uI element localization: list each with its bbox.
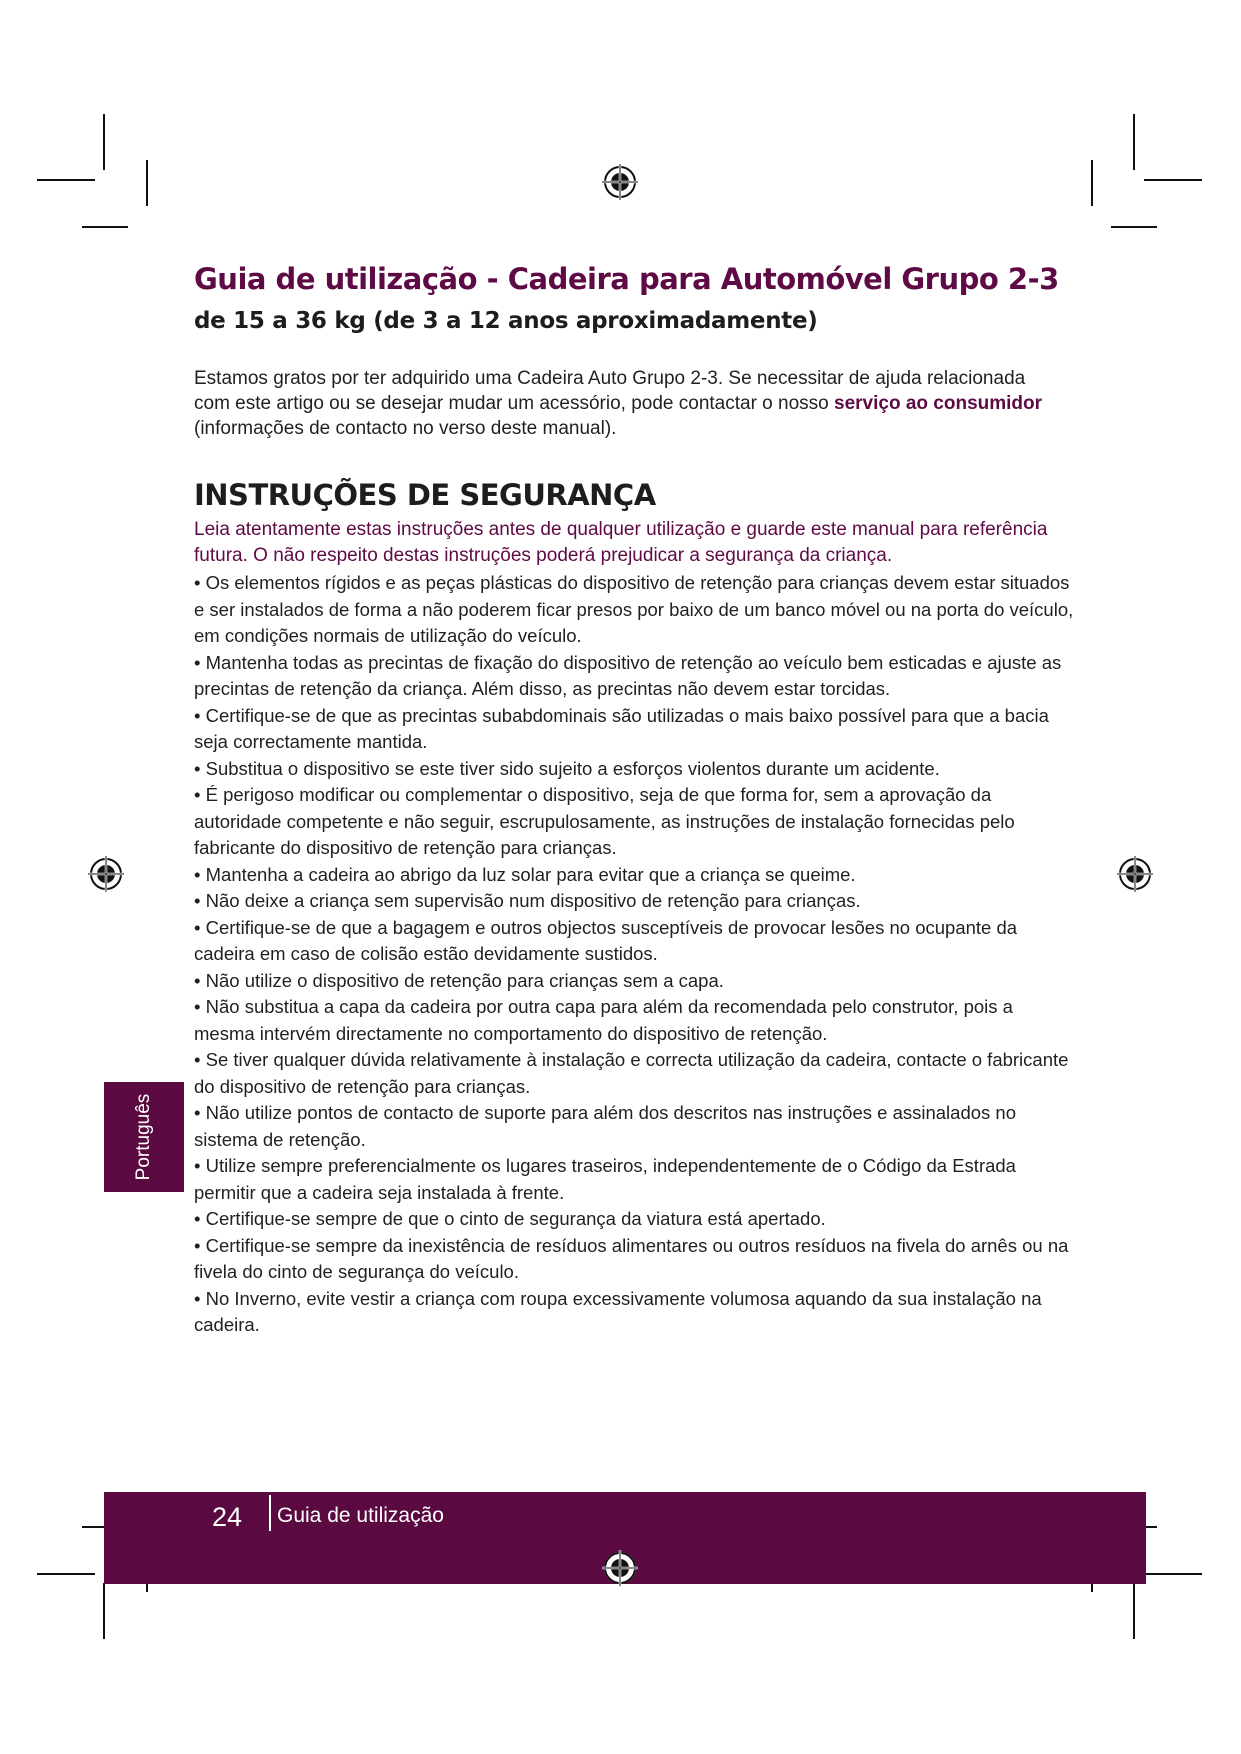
crop-mark (1111, 226, 1157, 228)
intro-text-end: (informações de contacto no verso deste manual). (194, 418, 617, 439)
list-item: • Mantenha todas as precintas de fixação do dispositivo de retenção ao veículo bem esticadas e ajuste as precintas de retenção da criança. Além disso, as precintas não devem estar torcidas. (194, 651, 1062, 699)
registration-mark-icon (1115, 854, 1155, 894)
crop-mark (1091, 160, 1093, 206)
intro-paragraph (194, 366, 1054, 441)
safety-warning: Leia atentamente estas instruções antes de qualquer utilização e guarde este manual para referência futura. O não respeito destas instruções poderá prejudicar a segurança da criança. (194, 519, 1048, 566)
registration-mark-icon (600, 1548, 640, 1588)
list-item: • Os elementos rígidos e as peças plásticas do dispositivo de retenção para crianças devem estar situados e ser instalados de forma a não poderem ficar presos por baixo de um banco móvel ou na porta do veículo, em condições normais de utilização do veículo. (194, 572, 1074, 646)
crop-mark (146, 160, 148, 206)
list-item: • É perigoso modificar ou complementar o dispositivo, seja de que forma for, sem a aprovação da autoridade competente e não seguir, escrupulosamente, as instruções de instalação fornecidas pelo fabricante do dispositivo de retenção para crianças. (194, 784, 1015, 858)
list-item: • Certifique-se sempre da inexistência de resíduos alimentares ou outros resíduos na fivela do arnês ou na fivela do cinto de segurança do veículo. (194, 1234, 1069, 1282)
crop-mark (1133, 114, 1135, 170)
list-item: • Certifique-se de que as precintas subabdominais são utilizadas o mais baixo possível para que a bacia seja correctamente mantida. (194, 704, 1049, 752)
list-item: • Não substitua a capa da cadeira por outra capa para além da recomendada pelo construtor, pois a mesma intervém directamente no comportamento do dispositivo de retenção. (194, 996, 1013, 1044)
language-tab (104, 1082, 184, 1192)
crop-mark (37, 1573, 95, 1575)
crop-mark (103, 1583, 105, 1639)
list-item: • Não utilize o dispositivo de retenção para crianças sem a capa. (194, 969, 724, 991)
list-item: • Certifique-se de que a bagagem e outros objectos susceptíveis de provocar lesões no ocupante da cadeira em caso de colisão estão devidamente sustidos. (194, 916, 1018, 964)
page-number: 24 (212, 1502, 243, 1532)
footer-divider (269, 1495, 271, 1531)
intro-text: Estamos gratos por ter adquirido uma Cadeira Auto Grupo 2-3. Se necessitar de ajuda relacionada com este artigo ou se desejar mudar um acessório, pode contactar o nosso (194, 368, 1026, 414)
crop-mark (103, 114, 105, 170)
list-item: • Substitua o dispositivo se este tiver sido sujeito a esforços violentos durante um acidente. (194, 757, 940, 779)
list-item: • No Inverno, evite vestir a criança com roupa excessivamente volumosa aquando da sua instalação na cadeira. (194, 1287, 1042, 1335)
language-tab-label: Português (133, 1093, 154, 1181)
safety-instructions-list (194, 570, 1074, 1339)
page-title: Guia de utilização - Cadeira para Automóvel Grupo 2-3 (194, 262, 1059, 296)
customer-service-highlight: serviço ao consumidor (834, 393, 1043, 414)
list-item: • Mantenha a cadeira ao abrigo da luz solar para evitar que a criança se queime. (194, 863, 856, 885)
registration-mark-icon (86, 854, 126, 894)
crop-mark (1133, 1583, 1135, 1639)
list-item: • Não deixe a criança sem supervisão num dispositivo de retenção para crianças. (194, 890, 861, 911)
footer-title: Guia de utilização (277, 1504, 444, 1527)
crop-mark (1144, 1573, 1202, 1575)
list-item: • Utilize sempre preferencialmente os lugares traseiros, independentemente de o Código da Estrada permitir que a cadeira seja instalada à frente. (194, 1155, 1016, 1203)
crop-mark (37, 179, 95, 181)
list-item: • Não utilize pontos de contacto de suporte para além dos descritos nas instruções e assinalados no sistema de retenção. (194, 1102, 1016, 1150)
safety-section-title: INSTRUÇÕES DE SEGURANÇA (194, 478, 656, 512)
page-subtitle: de 15 a 36 kg (de 3 a 12 anos aproximadamente) (194, 308, 818, 334)
crop-mark (82, 226, 128, 228)
list-item: • Se tiver qualquer dúvida relativamente à instalação e correcta utilização da cadeira, contacte o fabricante do dispositivo de retenção para crianças. (194, 1049, 1069, 1097)
registration-mark-icon (600, 162, 640, 202)
crop-mark (1144, 179, 1202, 181)
list-item: • Certifique-se sempre de que o cinto de segurança da viatura está apertado. (194, 1208, 826, 1229)
